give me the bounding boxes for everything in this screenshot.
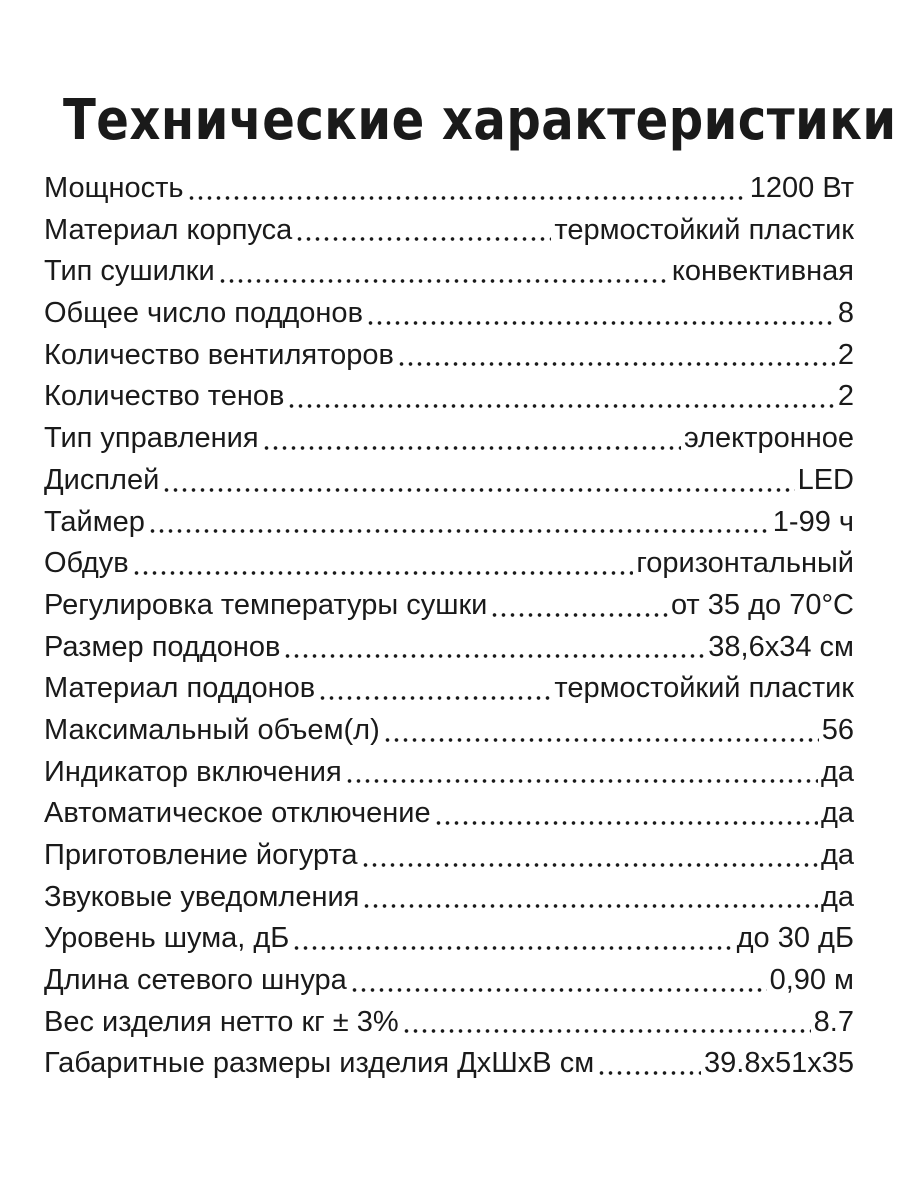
spec-value: до 30 дБ (736, 922, 854, 955)
spec-value: 2 (837, 338, 854, 371)
spec-value: электронное (683, 422, 854, 455)
spec-value: 8.7 (813, 1005, 854, 1038)
spec-row-power-indicator (44, 752, 854, 794)
spec-label: Дисплей (44, 463, 160, 496)
spec-row-cord-length (44, 960, 854, 1002)
spec-row-fan-count (44, 335, 854, 377)
spec-label: Приготовление йогурта (44, 839, 358, 871)
dot-leader (318, 695, 551, 701)
dot-leader (350, 987, 767, 993)
spec-label: Габаритные размеры изделия ДхШхВ см (44, 1047, 595, 1080)
dot-leader (345, 778, 818, 784)
dot-leader (490, 612, 668, 618)
spec-row-auto-off (44, 793, 854, 835)
spec-label: Тип сушилки (44, 255, 215, 288)
dot-leader (132, 570, 634, 576)
spec-row-yogurt (44, 835, 854, 877)
spec-value: 1200 Вт (749, 172, 854, 204)
spec-value: от 35 до 70°С (670, 588, 854, 621)
dot-leader (361, 862, 818, 868)
spec-value: термостойкий пластик (554, 672, 854, 705)
spec-label: Уровень шума, дБ (44, 922, 290, 955)
spec-list (44, 168, 854, 1085)
spec-value: 1-99 ч (772, 505, 854, 538)
dot-leader (287, 403, 834, 409)
spec-value: да (820, 880, 854, 913)
page-title: Технические характеристики (63, 87, 897, 153)
dot-leader (148, 528, 770, 534)
spec-label: Размер поддонов (44, 630, 281, 663)
spec-row-dimensions (44, 1043, 854, 1085)
spec-value: 8 (837, 297, 854, 330)
spec-label: Автоматическое отключение (44, 797, 431, 830)
dot-leader (295, 236, 551, 242)
dot-leader (434, 820, 818, 826)
spec-label: Мощность (44, 172, 184, 204)
spec-row-tray-material (44, 668, 854, 710)
dot-leader (283, 653, 705, 659)
spec-row-heater-count (44, 376, 854, 418)
spec-value: да (820, 839, 854, 871)
spec-value: LED (797, 463, 854, 496)
spec-label: Звуковые уведомления (44, 880, 360, 913)
spec-value: 56 (821, 713, 854, 746)
dot-leader (402, 1028, 811, 1034)
spec-label: Материал корпуса (44, 213, 293, 246)
spec-value: 0,90 м (769, 964, 854, 997)
spec-label: Тип управления (44, 422, 259, 455)
dot-leader (366, 320, 835, 326)
spec-value: термостойкий пластик (554, 213, 854, 246)
dot-leader (397, 361, 835, 367)
spec-row-body-material (44, 210, 854, 252)
spec-row-tray-size (44, 627, 854, 669)
spec-label: Максимальный объем(л) (44, 713, 380, 746)
spec-label: Вес изделия нетто кг ± 3% (44, 1005, 399, 1038)
spec-row-net-weight (44, 1002, 854, 1044)
spec-label: Количество вентиляторов (44, 338, 394, 371)
spec-label: Общее число поддонов (44, 297, 363, 330)
spec-row-display (44, 460, 854, 502)
spec-row-dryer-type (44, 251, 854, 293)
dot-leader (187, 195, 747, 201)
spec-row-max-volume (44, 710, 854, 752)
dot-leader (262, 445, 681, 451)
spec-value: 2 (837, 380, 854, 413)
spec-value: 39.8х51х35 (704, 1047, 854, 1080)
spec-label: Количество тенов (44, 380, 285, 413)
dot-leader (362, 903, 818, 909)
spec-label: Материал поддонов (44, 672, 316, 705)
spec-value: да (820, 755, 854, 788)
spec-label: Индикатор включения (44, 755, 342, 788)
spec-row-sound-alerts (44, 877, 854, 919)
spec-row-airflow (44, 543, 854, 585)
spec-row-noise-level (44, 918, 854, 960)
spec-value: конвективная (671, 255, 854, 288)
spec-row-control-type (44, 418, 854, 460)
dot-leader (162, 487, 794, 493)
dot-leader (292, 945, 733, 951)
spec-label: Таймер (44, 505, 145, 538)
spec-value: 38,6х34 см (708, 630, 854, 663)
spec-label: Длина сетевого шнура (44, 964, 347, 997)
spec-row-temperature-range (44, 585, 854, 627)
dot-leader (383, 737, 819, 743)
spec-value: да (820, 797, 854, 830)
spec-row-power (44, 168, 854, 210)
dot-leader (218, 278, 669, 284)
spec-value: горизонтальный (636, 547, 854, 580)
spec-label: Обдув (44, 547, 129, 580)
spec-row-tray-count (44, 293, 854, 335)
spec-row-timer (44, 502, 854, 544)
spec-label: Регулировка температуры сушки (44, 588, 488, 621)
dot-leader (597, 1070, 701, 1076)
